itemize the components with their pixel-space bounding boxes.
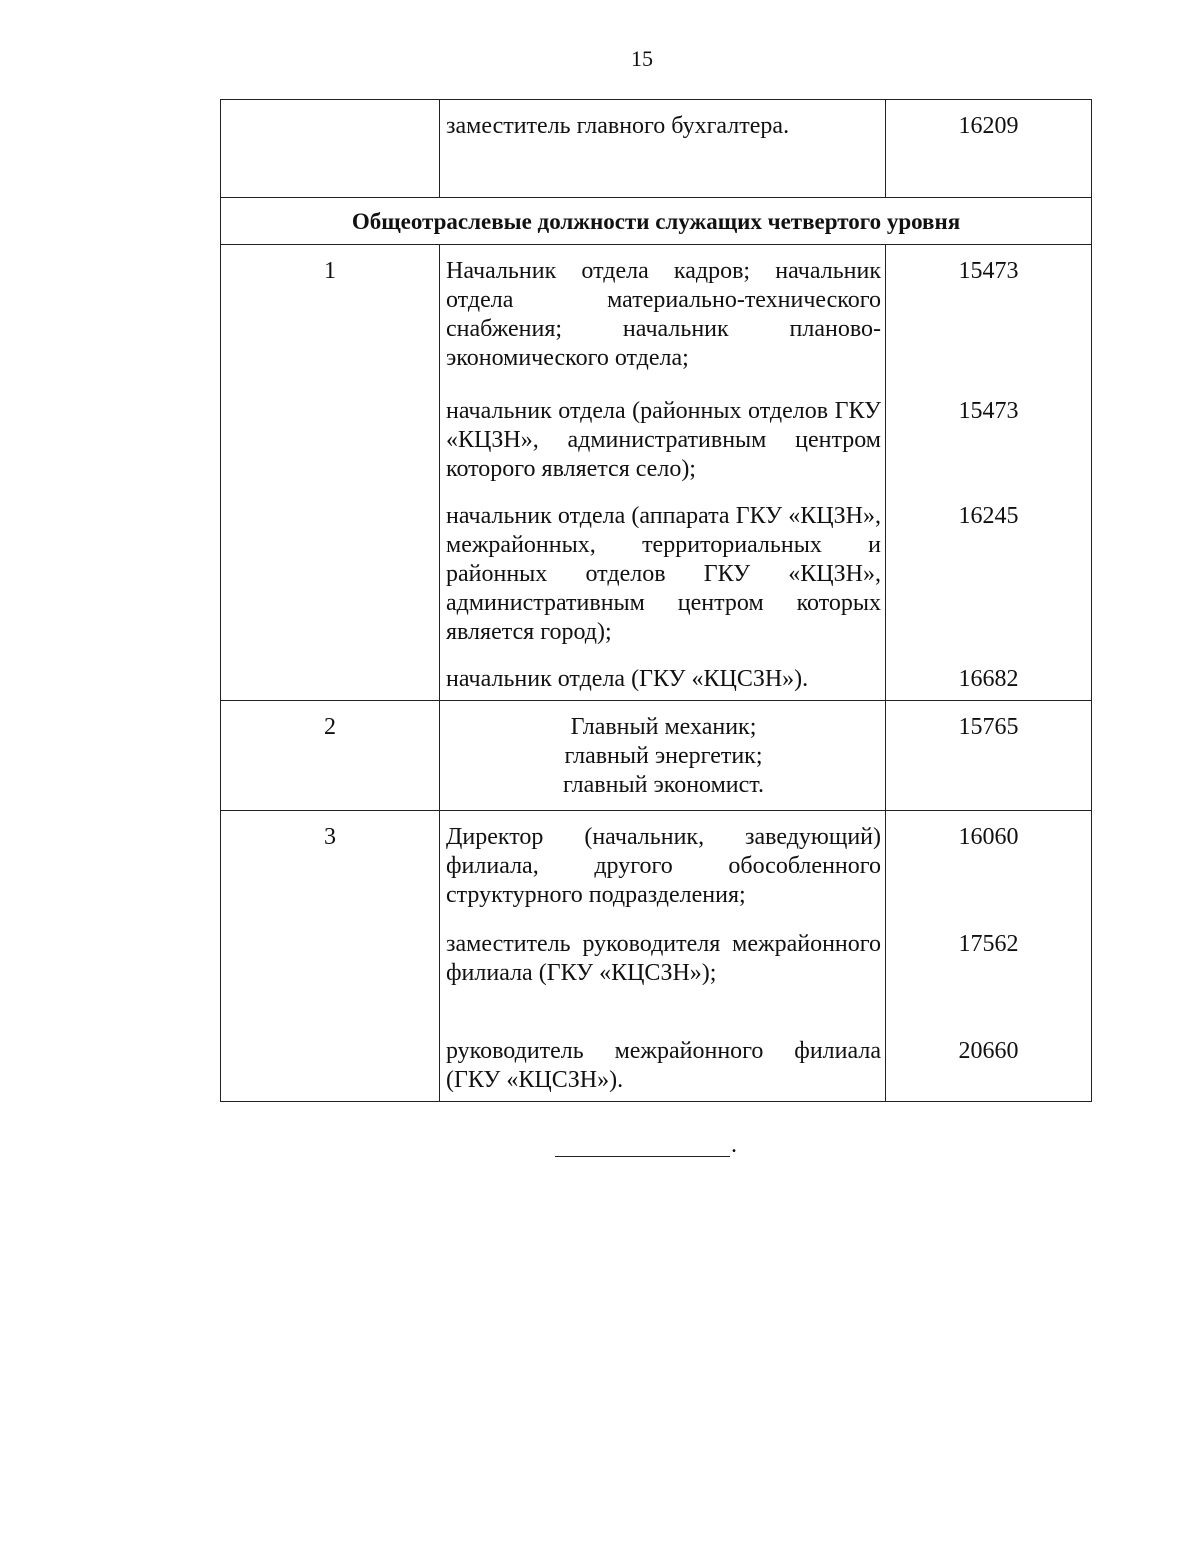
salary-value: 15473 xyxy=(958,398,1019,424)
position-title: заместитель руководителя межрайонного филиала (ГКУ «КЦСЗН»); xyxy=(446,931,881,986)
position-title-cell xyxy=(440,701,886,811)
salary-value: 16060 xyxy=(958,824,1019,850)
position-title-cell xyxy=(440,811,886,1102)
row-number: 1 xyxy=(324,258,336,284)
section-header: Общеотраслевые должности служащих четвертого уровня xyxy=(221,198,1092,245)
table-row xyxy=(221,701,1092,811)
salary-cell xyxy=(886,245,1092,701)
position-title-line: Главный механик; xyxy=(570,714,757,740)
row-number: 3 xyxy=(324,824,336,850)
position-title: начальник отдела (аппарата ГКУ «КЦЗН», межрайонных, территориальных и районных отделов ГКУ «КЦЗН», административным центром которых является город); xyxy=(446,503,881,645)
position-title-cell xyxy=(440,100,886,198)
position-title: заместитель главного бухгалтера. xyxy=(446,113,790,139)
row-number-cell xyxy=(221,245,440,701)
salary-cell xyxy=(886,100,1092,198)
salary-value: 15473 xyxy=(958,258,1019,284)
salary-value: 20660 xyxy=(958,1038,1019,1064)
salary-value: 16682 xyxy=(958,666,1019,692)
position-title-cell xyxy=(440,245,886,701)
position-title: начальник отдела (ГКУ «КЦСЗН»). xyxy=(446,666,809,692)
row-number: 2 xyxy=(324,714,336,740)
position-title-line: главный энергетик; xyxy=(564,743,763,769)
position-title-line: главный экономист. xyxy=(563,772,764,798)
position-title: Начальник отдела кадров; начальник отдела материально-технического снабжения; начальник планово-экономического отдела; xyxy=(446,258,881,371)
salary-value: 16245 xyxy=(958,503,1019,529)
row-number-cell xyxy=(221,811,440,1102)
table-row xyxy=(221,245,1092,701)
salary-cell xyxy=(886,811,1092,1102)
position-title: руководитель межрайонного филиала (ГКУ «КЦСЗН»). xyxy=(446,1038,881,1093)
salary-value: 16209 xyxy=(958,113,1019,139)
salary-value: 17562 xyxy=(958,931,1019,957)
page-number: 15 xyxy=(631,46,653,71)
table-row xyxy=(221,811,1092,1102)
row-number-cell xyxy=(221,701,440,811)
salary-cell xyxy=(886,701,1092,811)
table-row xyxy=(221,100,1092,198)
position-title: начальник отдела (районных отделов ГКУ «КЦЗН», административным центром которого является село); xyxy=(446,398,881,482)
position-title: Директор (начальник, заведующий) филиала, другого обособленного структурного подразделения; xyxy=(446,824,881,908)
closing-rule xyxy=(555,1156,730,1157)
closing-dot: . xyxy=(731,1132,737,1158)
salary-value: 15765 xyxy=(958,714,1019,740)
section-header-row xyxy=(221,198,1092,245)
row-number-cell xyxy=(221,100,440,198)
salary-table xyxy=(220,99,1092,1102)
